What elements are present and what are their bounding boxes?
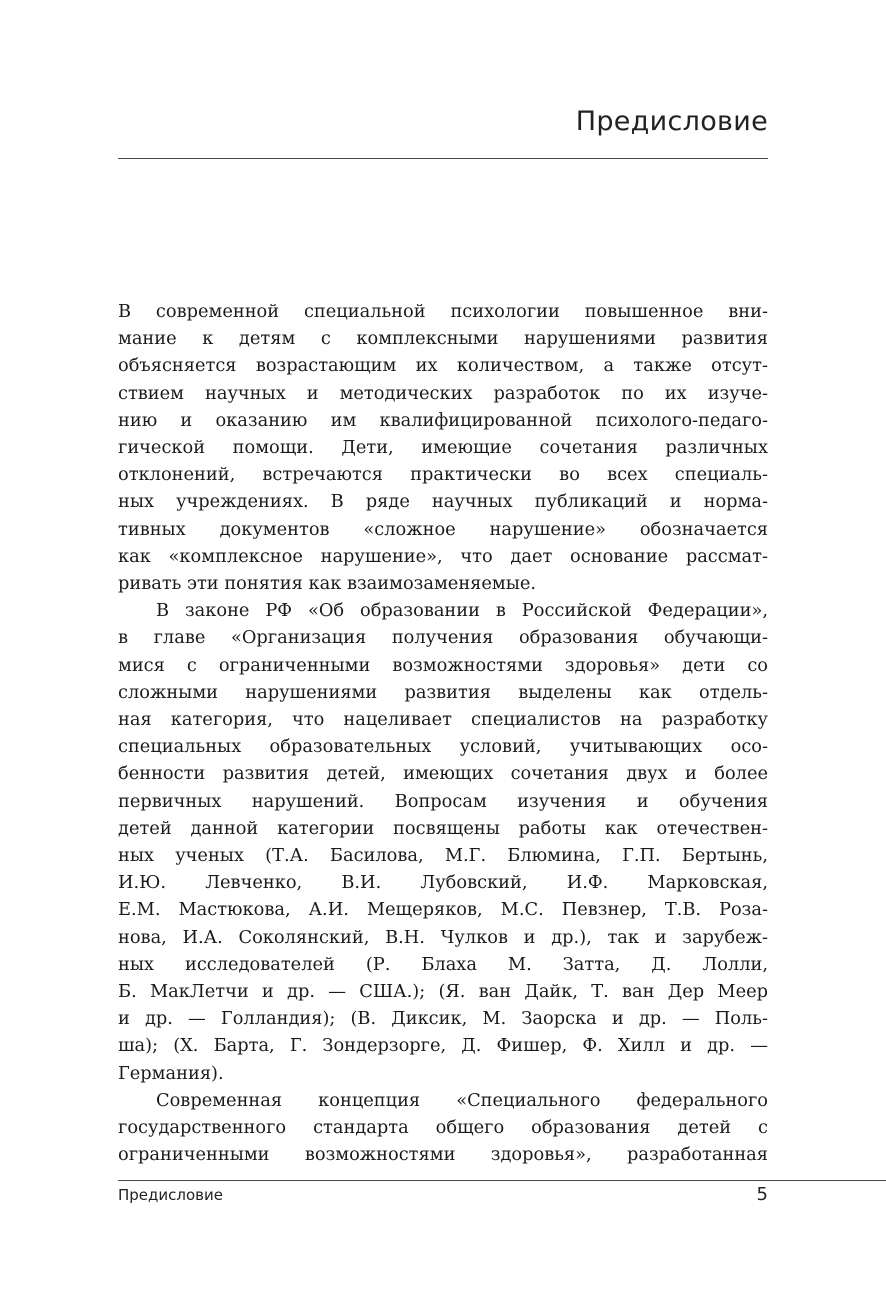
text-line: нова, И.А. Соколянский, В.Н. Чулков и др.), так и зарубеж-	[118, 926, 768, 948]
text-line: тивных документов «сложное нарушение» обозначается	[118, 518, 768, 540]
text-line: ных ученых (Т.А. Басилова, М.Г. Блюмина, Г.П. Бертынь,	[118, 845, 768, 867]
text-line: ограниченными возможностями здоровья», разработанная	[118, 1144, 768, 1166]
page-number: 5	[756, 1184, 768, 1205]
text-line: В законе РФ «Об образовании в Российской Федерации»,	[156, 600, 768, 622]
text-line: ствием научных и методических разработок по их изуче-	[118, 382, 768, 404]
text-line: гической помощи. Дети, имеющие сочетания различных	[118, 437, 768, 459]
text-line: в главе «Организация получения образования обучающи-	[118, 627, 768, 649]
text-line: ривать эти понятия как взаимозаменяемые.	[118, 573, 537, 595]
text-line: ша); (Х. Барта, Г. Зондерзорге, Д. Фишер, Ф. Хилл и др. —	[118, 1035, 768, 1057]
text-line: Современная концепция «Специального федерального	[156, 1089, 768, 1111]
text-line: Е.М. Мастюкова, А.И. Мещеряков, М.С. Певзнер, Т.В. Роза-	[118, 899, 768, 921]
text-line: детей данной категории посвящены работы как отечествен-	[118, 817, 768, 839]
text-line: ных учреждениях. В ряде научных публикаций и норма-	[118, 491, 768, 513]
text-line: специальных образовательных условий, учитывающих осо-	[118, 736, 768, 758]
text-line: отклонений, встречаются практически во всех специаль-	[118, 464, 768, 486]
text-line: ная категория, что нацеливает специалистов на разработку	[118, 709, 768, 731]
text-line: нию и оказанию им квалифицированной психолого-педаго-	[118, 409, 768, 431]
footer-divider	[118, 1180, 886, 1181]
paragraph-1	[118, 298, 768, 597]
text-line: ных исследователей (Р. Блаха М. Затта, Д. Лолли,	[118, 953, 768, 975]
text-line: объясняется возрастающим их количеством, а также отсут-	[118, 355, 768, 377]
text-line: Б. МакЛетчи и др. — США.); (Я. ван Дайк, Т. ван Дер Меер	[118, 981, 768, 1003]
text-line: Германия).	[118, 1062, 224, 1084]
paragraph-2	[118, 597, 768, 1087]
text-line: мися с ограниченными возможностями здоровья» дети со	[118, 654, 768, 676]
text-line: как «комплексное нарушение», что дает основание рассмат-	[118, 545, 768, 567]
text-line: мание к детям с комплексными нарушениями развития	[118, 328, 768, 350]
text-line: В современной специальной психологии повышенное вни-	[118, 301, 768, 322]
running-footer: Предисловие	[118, 1186, 223, 1204]
body-text	[118, 298, 768, 1169]
text-line: бенности развития детей, имеющих сочетания двух и более	[118, 763, 768, 785]
paragraph-3	[118, 1087, 768, 1169]
text-line: И.Ю. Левченко, В.И. Лубовский, И.Ф. Марковская,	[118, 872, 768, 894]
text-line: сложными нарушениями развития выделены как отдель-	[118, 681, 768, 703]
title-divider	[118, 158, 768, 159]
page-title: Предисловие	[575, 106, 768, 137]
text-line: первичных нарушений. Вопросам изучения и обучения	[118, 790, 768, 812]
text-line: и др. — Голландия); (В. Диксик, М. Заорска и др. — Поль-	[118, 1008, 768, 1030]
text-line: государственного стандарта общего образования детей с	[118, 1117, 768, 1139]
